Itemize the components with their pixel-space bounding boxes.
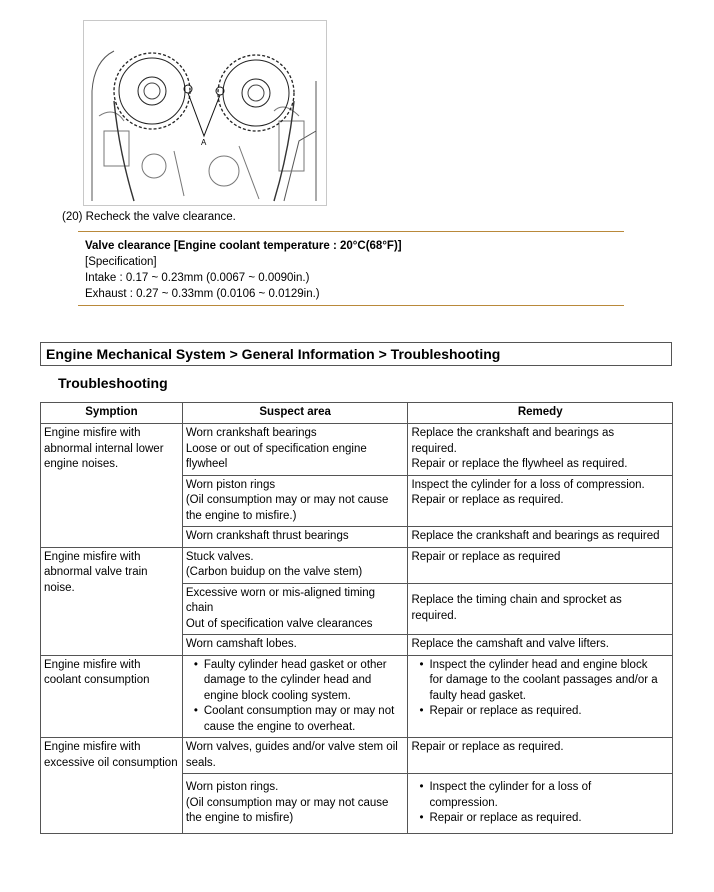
suspect-cell: Worn camshaft lobes. bbox=[182, 635, 408, 656]
bullet-line: engine block cooling system. bbox=[203, 689, 351, 702]
list-item bbox=[429, 811, 669, 827]
bullet-line: • Repair or replace as required. bbox=[429, 812, 582, 824]
suspect-line: the engine to misfire.) bbox=[185, 509, 297, 522]
symptom-line: abnormal internal lower bbox=[44, 442, 164, 455]
suspect-line: (Oil consumption may or may not cause bbox=[185, 796, 389, 809]
figure-label-a: A bbox=[201, 138, 207, 147]
bullet-line: cause the engine to overheat. bbox=[203, 720, 356, 733]
sub-title: Troubleshooting bbox=[58, 375, 168, 391]
symptom-line: noise. bbox=[44, 581, 75, 594]
remedy-line: required. bbox=[411, 609, 457, 622]
suspect-line: the engine to misfire) bbox=[185, 812, 294, 824]
remedy-cell bbox=[408, 655, 673, 738]
suspect-line: Stuck valves. bbox=[185, 550, 254, 563]
list-item bbox=[204, 704, 405, 735]
suspect-cell bbox=[182, 738, 408, 774]
camshaft-sprockets-illustration bbox=[84, 21, 326, 205]
suspect-line: Worn crankshaft bearings bbox=[185, 427, 317, 439]
symptom-line: Engine misfire with bbox=[44, 658, 141, 671]
suspect-line: (Oil consumption may or may not cause bbox=[185, 494, 389, 506]
remedy-line: Replace the crankshaft and bearings as bbox=[411, 427, 615, 439]
list-item bbox=[204, 658, 405, 705]
remedy-cell bbox=[408, 774, 673, 834]
spec-title: Valve clearance [Engine coolant temperature : 20°C(68°F)] bbox=[85, 240, 402, 252]
suspect-cell bbox=[182, 655, 408, 738]
spec-exhaust: Exhaust : 0.27 ~ 0.33mm (0.0106 ~ 0.0129in.) bbox=[85, 288, 320, 300]
symptom-line: excessive oil consumption bbox=[44, 756, 178, 769]
remedy-line: Repair or replace as required. bbox=[411, 494, 564, 506]
bullet-line: • Coolant consumption may or may not bbox=[203, 705, 395, 717]
remedy-cell: Repair or replace as required. bbox=[408, 738, 673, 774]
remedy-line: required. bbox=[411, 442, 457, 455]
symptom-cell bbox=[41, 655, 183, 738]
suspect-line: (Carbon buidup on the valve stem) bbox=[185, 566, 363, 578]
timing-gear-diagram bbox=[83, 20, 327, 206]
suspect-cell bbox=[182, 424, 408, 476]
remedy-bullet-list bbox=[411, 780, 669, 827]
list-item bbox=[429, 658, 669, 705]
remedy-line: Replace the timing chain and sprocket as bbox=[411, 594, 622, 607]
remedy-cell bbox=[408, 475, 673, 527]
symptom-line: abnormal valve train bbox=[44, 566, 148, 578]
remedy-bullet-list bbox=[411, 658, 669, 720]
list-item bbox=[429, 780, 669, 811]
bullet-line: • Repair or replace as required. bbox=[429, 705, 582, 717]
remedy-cell bbox=[408, 583, 673, 635]
remedy-cell bbox=[408, 424, 673, 476]
table-row bbox=[41, 424, 673, 476]
remedy-cell: Replace the camshaft and valve lifters. bbox=[408, 635, 673, 656]
suspect-cell bbox=[182, 583, 408, 635]
suspect-cell bbox=[182, 774, 408, 834]
bullet-line: • Inspect the cylinder for a loss of bbox=[429, 781, 592, 793]
spec-bottom-rule bbox=[78, 305, 624, 306]
remedy-line: Repair or replace the flywheel as required. bbox=[411, 458, 628, 470]
suspect-line: chain bbox=[185, 602, 214, 614]
symptom-line: Engine misfire with bbox=[44, 741, 141, 753]
suspect-line: Loose or out of specification engine bbox=[185, 442, 367, 455]
suspect-line: Worn piston rings bbox=[185, 478, 276, 491]
remedy-cell: Replace the crankshaft and bearings as required bbox=[408, 527, 673, 548]
symptom-line: engine noises. bbox=[44, 458, 119, 470]
list-item bbox=[429, 704, 669, 720]
suspect-line: flywheel bbox=[185, 458, 228, 470]
spec-label: [Specification] bbox=[85, 256, 157, 268]
symptom-line: coolant consumption bbox=[44, 674, 150, 686]
bullet-line: for damage to the coolant passages and/or a bbox=[429, 674, 658, 686]
remedy-line: Inspect the cylinder for a loss of compression. bbox=[411, 478, 645, 491]
step-text: (20) Recheck the valve clearance. bbox=[62, 211, 236, 223]
suspect-cell bbox=[182, 547, 408, 583]
bullet-line: compression. bbox=[429, 796, 498, 809]
spec-box bbox=[85, 238, 402, 302]
suspect-line: Worn piston rings. bbox=[185, 781, 279, 793]
symptom-cell bbox=[41, 738, 183, 834]
suspect-line: Worn valves, guides and/or valve stem oil bbox=[185, 741, 398, 753]
symptom-cell bbox=[41, 424, 183, 548]
symptom-cell bbox=[41, 547, 183, 655]
header-symptom: Symption bbox=[41, 403, 183, 424]
remedy-cell: Repair or replace as required bbox=[408, 547, 673, 583]
bullet-line: • Faulty cylinder head gasket or other bbox=[203, 658, 387, 671]
header-remedy: Remedy bbox=[408, 403, 673, 424]
header-suspect-area: Suspect area bbox=[182, 403, 408, 424]
suspect-cell bbox=[182, 475, 408, 527]
spec-top-rule bbox=[78, 231, 624, 232]
suspect-cell: Worn crankshaft thrust bearings bbox=[182, 527, 408, 548]
suspect-line: Out of specification valve clearances bbox=[185, 617, 373, 630]
table-row bbox=[41, 738, 673, 774]
symptom-line: Engine misfire with bbox=[44, 427, 141, 439]
bullet-line: • Inspect the cylinder head and engine block bbox=[429, 658, 648, 671]
spec-intake: Intake : 0.17 ~ 0.23mm (0.0067 ~ 0.0090in.) bbox=[85, 272, 310, 284]
troubleshooting-table bbox=[40, 402, 673, 834]
suspect-bullet-list bbox=[186, 658, 405, 736]
symptom-line: Engine misfire with bbox=[44, 550, 141, 563]
table-row bbox=[41, 655, 673, 738]
bullet-line: faulty head gasket. bbox=[429, 689, 526, 702]
section-header: Engine Mechanical System > General Information > Troubleshooting bbox=[40, 342, 672, 366]
suspect-line: seals. bbox=[185, 756, 216, 769]
table-header-row bbox=[41, 403, 673, 424]
suspect-line: Excessive worn or mis-aligned timing bbox=[185, 586, 375, 599]
bullet-line: damage to the cylinder head and bbox=[203, 674, 372, 686]
table-row bbox=[41, 547, 673, 583]
